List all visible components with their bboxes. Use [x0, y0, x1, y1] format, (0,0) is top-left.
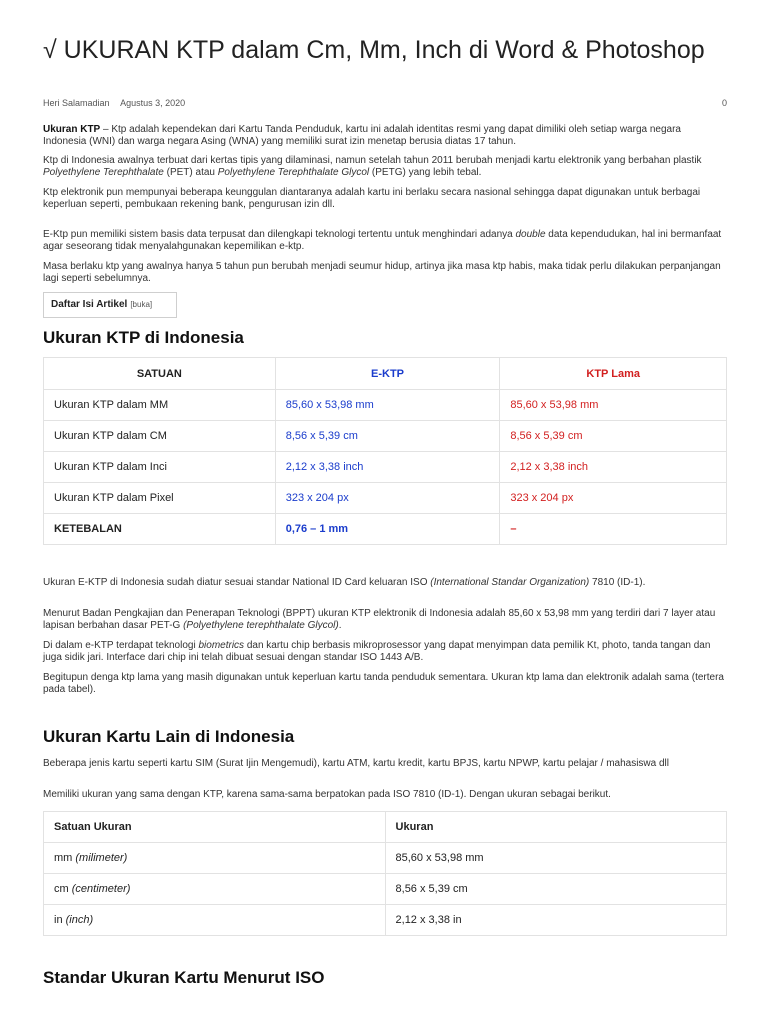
row-label: Ukuran KTP dalam CM [44, 421, 276, 452]
post-date: Agustus 3, 2020 [120, 98, 186, 108]
ktp-lama-value: 2,12 x 3,38 inch [500, 452, 727, 483]
paragraph-text: – Ktp adalah kependekan dari Kartu Tanda Penduduk, kartu ini adalah identitas resmi yang dapat dimiliki oleh setiap warga negara Indonesia (WNI) dan warga negara Asing (WNA) yang memiliki surat izin menetap berusia diatas 17 tahun. [43, 124, 681, 147]
ktp-lama-value: 8,56 x 5,39 cm [500, 421, 727, 452]
table-row [44, 843, 727, 874]
paragraph-text: (PET) atau [163, 167, 218, 178]
paragraph-card-types: Beberapa jenis kartu seperti kartu SIM (Surat Ijin Mengemudi), kartu ATM, kartu kredit, kartu BPJS, kartu NPWP, kartu pelajar / mahasiswa dll [43, 758, 669, 769]
paragraph-text: 7810 (ID-1). [589, 577, 646, 588]
italic-term: double [515, 229, 546, 240]
unit-cell [44, 874, 386, 905]
col-header-ktp-lama: KTP Lama [500, 358, 727, 390]
unit-name: (milimeter) [75, 852, 128, 864]
row-label: KETEBALAN [44, 514, 276, 545]
paragraph-ktp-lama: Begitupun denga ktp lama yang masih digunakan untuk keperluan kartu tanda penduduk sementara. Ukuran ktp lama dan elektronik adalah sama (tertera pada tabel). [43, 672, 724, 695]
col-header-satuan: SATUAN [44, 358, 276, 390]
col-header-ektp: E-KTP [275, 358, 500, 390]
paragraph-advantages: Ktp elektronik pun mempunyai beberapa keunggulan diantaranya adalah kartu ini berlaku secara nasional sehingga dapat digunakan untuk berbagai keperluan seperti, pembukaan rekening bank, pengurusan izin dll. [43, 187, 701, 210]
ektp-value: 2,12 x 3,38 inch [275, 452, 500, 483]
paragraph-text: dan kartu chip berbasis mikroprosessor yang dapat menyimpan data pemilik Kt, photo, tanda tangan dan juga sidik jari. Interface dari chip ini telah dibuat sesuai dengan standar ISO 1443 A/B. [43, 640, 711, 663]
row-label: Ukuran KTP dalam Pixel [44, 483, 276, 514]
table-of-contents[interactable] [43, 292, 177, 318]
size-cell: 85,60 x 53,98 mm [385, 843, 726, 874]
table-row [44, 421, 727, 452]
paragraph-material [43, 155, 727, 179]
ktp-lama-value: – [500, 514, 727, 545]
ektp-value: 8,56 x 5,39 cm [275, 421, 500, 452]
paragraph-text: . [338, 620, 342, 631]
table-header-row [44, 812, 727, 843]
toc-toggle-link[interactable]: [buka] [130, 300, 153, 309]
unit-cell [44, 843, 386, 874]
table-row [44, 483, 727, 514]
paragraph-text: Ktp di Indonesia awalnya terbuat dari kertas tipis yang dilaminasi, namun setelah tahun 2011 berubah menjadi kartu elektronik yang berbahan plastik [43, 155, 702, 166]
table-row [44, 874, 727, 905]
paragraph-intro [43, 124, 727, 148]
paragraph-iso [43, 577, 727, 589]
author-link[interactable]: Heri Salamadian [43, 98, 110, 108]
ktp-lama-value: 323 x 204 px [500, 483, 727, 514]
paragraph-text: Ukuran E-KTP di Indonesia sudah diatur sesuai standar National ID Card keluaran ISO [43, 577, 431, 588]
paragraph-text: (PETG) yang lebih tebal. [369, 167, 482, 178]
heading-ukuran-ktp: Ukuran KTP di Indonesia [43, 328, 244, 347]
bold-term: Ukuran KTP [43, 124, 101, 135]
col-header-ukuran: Ukuran [385, 812, 726, 843]
article-title: √ UKURAN KTP dalam Cm, Mm, Inch di Word & Photoshop [43, 36, 705, 64]
unit-name: (centimeter) [71, 883, 131, 895]
italic-term: biometrics [198, 640, 245, 651]
ektp-value: 323 x 204 px [275, 483, 500, 514]
unit-label: in [54, 914, 66, 926]
paragraph-biometrics [43, 640, 727, 664]
ektp-value: 0,76 – 1 mm [275, 514, 500, 545]
card-size-table [43, 811, 727, 936]
italic-term: (International Standar Organization) [430, 577, 590, 588]
table-row [44, 905, 727, 936]
paragraph-database [43, 229, 727, 253]
col-header-satuan-ukuran: Satuan Ukuran [44, 812, 386, 843]
ktp-lama-value: 85,60 x 53,98 mm [500, 390, 727, 421]
toc-label: Daftar Isi Artikel [51, 299, 128, 310]
paragraph-text: E-Ktp pun memiliki sistem basis data terpusat dan dilengkapi teknologi tertentu untuk menghindari adanya [43, 229, 516, 240]
paragraph-validity: Masa berlaku ktp yang awalnya hanya 5 tahun pun berubah menjadi seumur hidup, artinya jika masa ktp habis, maka tidak perlu dilakukan perpanjangan lagi seperti sebelumnya. [43, 261, 721, 284]
table-row [44, 390, 727, 421]
italic-term: Polyethylene Terephthalate Glycol [217, 167, 370, 178]
table-header-row [44, 358, 727, 390]
table-row [44, 452, 727, 483]
paragraph-bppt [43, 608, 727, 632]
paragraph-text: data kependudukan, hal ini bermanfaat agar seseorang tidak menyalahgunakan kepemilikan e-ktp. [43, 229, 722, 252]
unit-name: (inch) [65, 914, 94, 926]
ktp-size-table [43, 357, 727, 545]
paragraph-text: Di dalam e-KTP terdapat teknologi [43, 640, 199, 651]
post-meta [43, 98, 727, 108]
italic-term: (Polyethylene terephthalate Glycol) [183, 620, 339, 631]
table-row [44, 514, 727, 545]
unit-label: cm [54, 883, 72, 895]
italic-term: Polyethylene Terephthalate [43, 167, 164, 178]
unit-cell [44, 905, 386, 936]
ektp-value: 85,60 x 53,98 mm [275, 390, 500, 421]
size-cell: 8,56 x 5,39 cm [385, 874, 726, 905]
paragraph-text: Menurut Badan Pengkajian dan Penerapan Teknologi (BPPT) ukuran KTP elektronik di Indonesia adalah 85,60 x 53,98 mm yang terdiri dari 7 layer atau lapisan berbahan dasar PET-G [43, 608, 716, 631]
heading-kartu-lain: Ukuran Kartu Lain di Indonesia [43, 727, 295, 746]
row-label: Ukuran KTP dalam MM [44, 390, 276, 421]
unit-label: mm [54, 852, 76, 864]
row-label: Ukuran KTP dalam Inci [44, 452, 276, 483]
size-cell: 2,12 x 3,38 in [385, 905, 726, 936]
paragraph-same-size: Memiliki ukuran yang sama dengan KTP, karena sama-sama berpatokan pada ISO 7810 (ID-1). Dengan ukuran sebagai berikut. [43, 789, 611, 800]
comment-count[interactable]: 0 [721, 98, 727, 108]
heading-standar-iso: Standar Ukuran Kartu Menurut ISO [43, 968, 325, 987]
